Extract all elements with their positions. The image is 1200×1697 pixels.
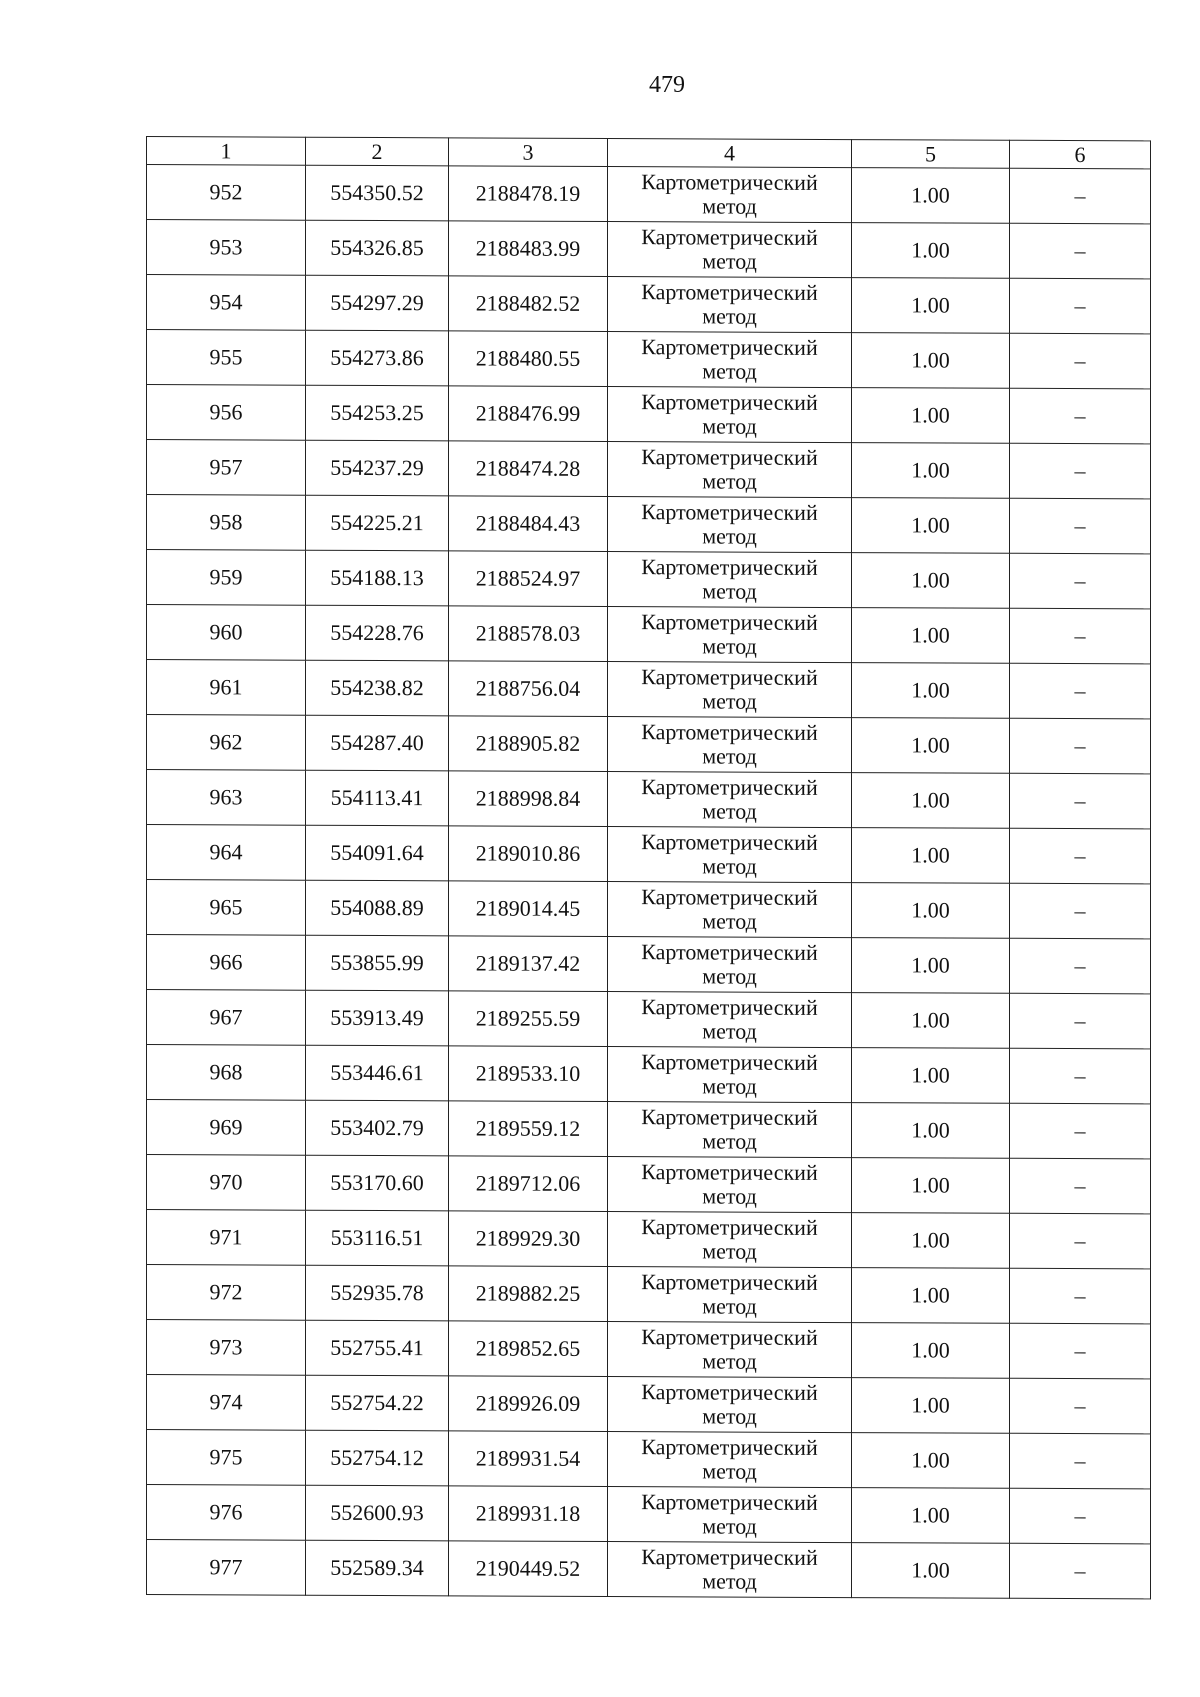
x-coordinate-cell: 552589.34	[306, 1540, 449, 1596]
x-coordinate-cell: 554253.25	[306, 385, 449, 441]
method-cell	[608, 607, 852, 663]
x-coordinate-cell: 554350.52	[306, 165, 449, 221]
x-coordinate-cell: 554237.29	[306, 440, 449, 496]
y-coordinate-cell: 2189852.65	[449, 1321, 608, 1377]
method-line-2: метод	[702, 1513, 757, 1539]
header-col-3: 3	[449, 138, 608, 167]
y-coordinate-cell: 2188998.84	[449, 771, 608, 827]
point-number-cell: 955	[147, 330, 306, 386]
accuracy-cell: 1.00	[852, 1213, 1010, 1269]
y-coordinate-cell: 2189255.59	[449, 991, 608, 1047]
x-coordinate-cell: 552754.22	[306, 1375, 449, 1431]
method-line-2: метод	[702, 523, 757, 549]
y-coordinate-cell: 2189712.06	[449, 1156, 608, 1212]
accuracy-cell: 1.00	[852, 1488, 1010, 1544]
method-line-1: Картометрический	[641, 1544, 818, 1570]
accuracy-cell: 1.00	[852, 278, 1010, 334]
table-row	[147, 1100, 1151, 1159]
method-line-2: метод	[702, 633, 757, 659]
table-header	[147, 137, 1151, 169]
x-coordinate-cell: 552600.93	[306, 1485, 449, 1541]
x-coordinate-cell: 554088.89	[306, 880, 449, 936]
method-cell	[608, 552, 852, 608]
note-cell: –	[1010, 1103, 1151, 1159]
accuracy-cell: 1.00	[852, 1268, 1010, 1324]
x-coordinate-cell: 554091.64	[306, 825, 449, 881]
method-line-2: метод	[702, 1183, 757, 1209]
table-row	[147, 440, 1151, 499]
table-row	[147, 605, 1151, 664]
y-coordinate-cell: 2188484.43	[449, 496, 608, 552]
method-line-2: метод	[702, 1403, 757, 1429]
accuracy-cell: 1.00	[852, 168, 1010, 224]
point-number-cell: 966	[147, 935, 306, 991]
method-line-2: метод	[702, 1568, 757, 1594]
accuracy-cell: 1.00	[852, 1103, 1010, 1159]
point-number-cell: 956	[147, 385, 306, 441]
note-cell: –	[1010, 333, 1151, 389]
x-coordinate-cell: 553446.61	[306, 1045, 449, 1101]
table-row	[147, 770, 1151, 829]
method-line-1: Картометрический	[641, 1489, 818, 1515]
note-cell: –	[1010, 498, 1151, 554]
point-number-cell: 963	[147, 770, 306, 826]
note-cell: –	[1010, 1213, 1151, 1269]
method-line-1: Картометрический	[641, 609, 818, 635]
table-row	[147, 660, 1151, 719]
table-row	[147, 935, 1151, 994]
point-number-cell: 971	[147, 1210, 306, 1266]
y-coordinate-cell: 2189931.54	[449, 1431, 608, 1487]
note-cell: –	[1010, 388, 1151, 444]
method-line-1: Картометрический	[641, 664, 818, 690]
method-cell	[608, 1102, 852, 1158]
table-row	[147, 1210, 1151, 1269]
method-line-2: метод	[702, 248, 757, 274]
page-number: 479	[649, 72, 685, 98]
note-cell: –	[1010, 1323, 1151, 1379]
method-cell	[608, 387, 852, 443]
y-coordinate-cell: 2188524.97	[449, 551, 608, 607]
table-row	[147, 1265, 1151, 1324]
point-number-cell: 973	[147, 1320, 306, 1376]
method-cell	[608, 1157, 852, 1213]
method-cell	[608, 332, 852, 388]
method-line-1: Картометрический	[641, 1104, 818, 1130]
method-line-1: Картометрический	[641, 1269, 818, 1295]
y-coordinate-cell: 2188483.99	[449, 221, 608, 277]
table-row	[147, 330, 1151, 389]
x-coordinate-cell: 553170.60	[306, 1155, 449, 1211]
method-line-1: Картометрический	[641, 719, 818, 745]
method-cell	[608, 662, 852, 718]
method-cell	[608, 1487, 852, 1543]
note-cell: –	[1010, 828, 1151, 884]
point-number-cell: 975	[147, 1430, 306, 1486]
method-line-1: Картометрический	[641, 389, 818, 415]
method-line-1: Картометрический	[641, 169, 818, 195]
x-coordinate-cell: 553855.99	[306, 935, 449, 991]
note-cell: –	[1010, 883, 1151, 939]
y-coordinate-cell: 2189882.25	[449, 1266, 608, 1322]
method-line-1: Картометрический	[641, 279, 818, 305]
method-line-2: метод	[702, 743, 757, 769]
note-cell: –	[1010, 773, 1151, 829]
x-coordinate-cell: 554297.29	[306, 275, 449, 331]
method-line-1: Картометрический	[641, 1324, 818, 1350]
table-row	[147, 1375, 1151, 1434]
header-row	[147, 137, 1151, 169]
method-line-2: метод	[702, 688, 757, 714]
point-number-cell: 972	[147, 1265, 306, 1321]
method-cell	[608, 497, 852, 553]
note-cell: –	[1010, 1268, 1151, 1324]
accuracy-cell: 1.00	[852, 828, 1010, 884]
point-number-cell: 967	[147, 990, 306, 1046]
method-cell	[608, 1377, 852, 1433]
y-coordinate-cell: 2188482.52	[449, 276, 608, 332]
y-coordinate-cell: 2188478.19	[449, 166, 608, 222]
method-cell	[608, 1432, 852, 1488]
method-line-2: метод	[702, 303, 757, 329]
point-number-cell: 959	[147, 550, 306, 606]
accuracy-cell: 1.00	[852, 388, 1010, 444]
x-coordinate-cell: 554188.13	[306, 550, 449, 606]
y-coordinate-cell: 2189559.12	[449, 1101, 608, 1157]
point-number-cell: 970	[147, 1155, 306, 1211]
accuracy-cell: 1.00	[852, 718, 1010, 774]
x-coordinate-cell: 552935.78	[306, 1265, 449, 1321]
note-cell: –	[1010, 938, 1151, 994]
table-row	[147, 385, 1151, 444]
table-row	[147, 1155, 1151, 1214]
x-coordinate-cell: 553116.51	[306, 1210, 449, 1266]
method-cell	[608, 827, 852, 883]
y-coordinate-cell: 2190449.52	[449, 1541, 608, 1597]
method-cell	[608, 1047, 852, 1103]
point-number-cell: 958	[147, 495, 306, 551]
method-line-1: Картометрический	[641, 334, 818, 360]
note-cell: –	[1010, 1543, 1151, 1599]
table-row	[147, 1540, 1151, 1599]
method-line-1: Картометрический	[641, 994, 818, 1020]
table-row	[147, 1485, 1151, 1544]
method-line-2: метод	[702, 358, 757, 384]
accuracy-cell: 1.00	[852, 223, 1010, 279]
note-cell: –	[1010, 168, 1151, 224]
y-coordinate-cell: 2188480.55	[449, 331, 608, 387]
method-line-2: метод	[702, 1128, 757, 1154]
table-row	[147, 275, 1151, 334]
accuracy-cell: 1.00	[852, 663, 1010, 719]
point-number-cell: 968	[147, 1045, 306, 1101]
x-coordinate-cell: 552754.12	[306, 1430, 449, 1486]
accuracy-cell: 1.00	[852, 1543, 1010, 1599]
x-coordinate-cell: 552755.41	[306, 1320, 449, 1376]
accuracy-cell: 1.00	[852, 938, 1010, 994]
method-line-2: метод	[702, 853, 757, 879]
note-cell: –	[1010, 608, 1151, 664]
method-cell	[608, 442, 852, 498]
note-cell: –	[1010, 1158, 1151, 1214]
table-row	[147, 990, 1151, 1049]
accuracy-cell: 1.00	[852, 333, 1010, 389]
header-col-5: 5	[852, 140, 1010, 169]
accuracy-cell: 1.00	[852, 553, 1010, 609]
method-line-1: Картометрический	[641, 224, 818, 250]
method-line-1: Картометрический	[641, 884, 818, 910]
note-cell: –	[1010, 553, 1151, 609]
method-line-2: метод	[702, 578, 757, 604]
accuracy-cell: 1.00	[852, 1323, 1010, 1379]
method-line-2: метод	[702, 1238, 757, 1264]
table-row	[147, 880, 1151, 939]
method-cell	[608, 992, 852, 1048]
method-cell	[608, 1542, 852, 1598]
point-number-cell: 964	[147, 825, 306, 881]
note-cell: –	[1010, 443, 1151, 499]
note-cell: –	[1010, 718, 1151, 774]
table-row	[147, 1430, 1151, 1489]
accuracy-cell: 1.00	[852, 1378, 1010, 1434]
method-line-1: Картометрический	[641, 444, 818, 470]
point-number-cell: 961	[147, 660, 306, 716]
accuracy-cell: 1.00	[852, 498, 1010, 554]
method-cell	[608, 1212, 852, 1268]
accuracy-cell: 1.00	[852, 993, 1010, 1049]
point-number-cell: 965	[147, 880, 306, 936]
y-coordinate-cell: 2189010.86	[449, 826, 608, 882]
point-number-cell: 974	[147, 1375, 306, 1431]
x-coordinate-cell: 554287.40	[306, 715, 449, 771]
table-row	[147, 550, 1151, 609]
y-coordinate-cell: 2189137.42	[449, 936, 608, 992]
method-cell	[608, 882, 852, 938]
method-cell	[608, 717, 852, 773]
note-cell: –	[1010, 223, 1151, 279]
method-cell	[608, 277, 852, 333]
y-coordinate-cell: 2188476.99	[449, 386, 608, 442]
method-cell	[608, 1322, 852, 1378]
y-coordinate-cell: 2188756.04	[449, 661, 608, 717]
point-number-cell: 952	[147, 165, 306, 221]
point-number-cell: 957	[147, 440, 306, 496]
method-line-1: Картометрический	[641, 1214, 818, 1240]
x-coordinate-cell: 553402.79	[306, 1100, 449, 1156]
table-row	[147, 165, 1151, 224]
table-row	[147, 1320, 1151, 1379]
accuracy-cell: 1.00	[852, 1433, 1010, 1489]
method-line-2: метод	[702, 1458, 757, 1484]
y-coordinate-cell: 2188578.03	[449, 606, 608, 662]
accuracy-cell: 1.00	[852, 1158, 1010, 1214]
point-number-cell: 977	[147, 1540, 306, 1596]
note-cell: –	[1010, 278, 1151, 334]
x-coordinate-cell: 554113.41	[306, 770, 449, 826]
x-coordinate-cell: 554228.76	[306, 605, 449, 661]
table-row	[147, 495, 1151, 554]
x-coordinate-cell: 554238.82	[306, 660, 449, 716]
x-coordinate-cell: 554273.86	[306, 330, 449, 386]
table-row	[147, 715, 1151, 774]
method-line-1: Картометрический	[641, 499, 818, 525]
header-col-4: 4	[608, 139, 852, 168]
x-coordinate-cell: 553913.49	[306, 990, 449, 1046]
y-coordinate-cell: 2188474.28	[449, 441, 608, 497]
point-number-cell: 962	[147, 715, 306, 771]
method-line-1: Картометрический	[641, 829, 818, 855]
method-line-1: Картометрический	[641, 1434, 818, 1460]
method-line-1: Картометрический	[641, 774, 818, 800]
accuracy-cell: 1.00	[852, 773, 1010, 829]
point-number-cell: 953	[147, 220, 306, 276]
method-cell	[608, 772, 852, 828]
method-line-2: метод	[702, 468, 757, 494]
header-col-1: 1	[147, 137, 306, 166]
y-coordinate-cell: 2189929.30	[449, 1211, 608, 1267]
coordinates-table	[146, 136, 1151, 1599]
method-line-2: метод	[702, 1348, 757, 1374]
y-coordinate-cell: 2189014.45	[449, 881, 608, 937]
method-line-1: Картометрический	[641, 1379, 818, 1405]
accuracy-cell: 1.00	[852, 608, 1010, 664]
method-line-2: метод	[702, 1293, 757, 1319]
method-line-1: Картометрический	[641, 1159, 818, 1185]
note-cell: –	[1010, 1048, 1151, 1104]
accuracy-cell: 1.00	[852, 883, 1010, 939]
method-cell	[608, 167, 852, 223]
point-number-cell: 954	[147, 275, 306, 331]
method-line-2: метод	[702, 193, 757, 219]
table-body	[147, 165, 1151, 1599]
method-line-2: метод	[702, 798, 757, 824]
method-line-1: Картометрический	[641, 1049, 818, 1075]
method-line-1: Картометрический	[641, 554, 818, 580]
method-line-2: метод	[702, 413, 757, 439]
method-cell	[608, 222, 852, 278]
y-coordinate-cell: 2188905.82	[449, 716, 608, 772]
method-cell	[608, 937, 852, 993]
method-line-2: метод	[702, 963, 757, 989]
x-coordinate-cell: 554326.85	[306, 220, 449, 276]
x-coordinate-cell: 554225.21	[306, 495, 449, 551]
y-coordinate-cell: 2189931.18	[449, 1486, 608, 1542]
note-cell: –	[1010, 1488, 1151, 1544]
point-number-cell: 960	[147, 605, 306, 661]
note-cell: –	[1010, 993, 1151, 1049]
point-number-cell: 976	[147, 1485, 306, 1541]
header-col-2: 2	[306, 137, 449, 166]
point-number-cell: 969	[147, 1100, 306, 1156]
table-row	[147, 220, 1151, 279]
method-line-2: метод	[702, 1018, 757, 1044]
note-cell: –	[1010, 1433, 1151, 1489]
method-cell	[608, 1267, 852, 1323]
method-line-2: метод	[702, 908, 757, 934]
y-coordinate-cell: 2189926.09	[449, 1376, 608, 1432]
table-row	[147, 825, 1151, 884]
note-cell: –	[1010, 1378, 1151, 1434]
method-line-1: Картометрический	[641, 939, 818, 965]
table-row	[147, 1045, 1151, 1104]
y-coordinate-cell: 2189533.10	[449, 1046, 608, 1102]
note-cell: –	[1010, 663, 1151, 719]
header-col-6: 6	[1010, 140, 1151, 169]
method-line-2: метод	[702, 1073, 757, 1099]
accuracy-cell: 1.00	[852, 443, 1010, 499]
accuracy-cell: 1.00	[852, 1048, 1010, 1104]
